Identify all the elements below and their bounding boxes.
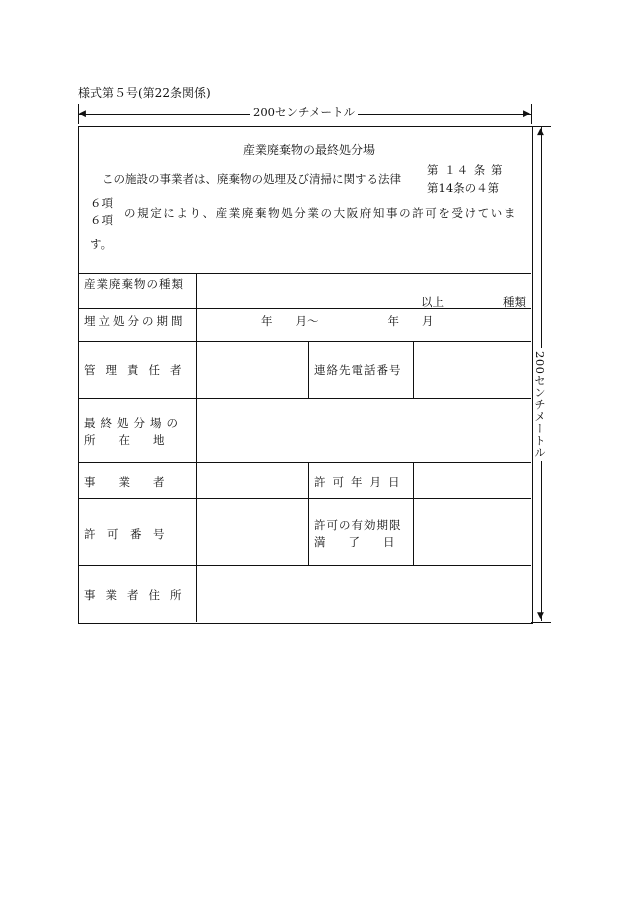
- width-dimension-tick-right: [531, 104, 532, 124]
- grid-line: [78, 341, 531, 342]
- law-option-2: 第14条の４第: [427, 181, 500, 195]
- para-line-3: す。: [90, 237, 113, 251]
- expiry-label-line2: 満 了 日: [314, 535, 395, 549]
- expiry-label-line1: 許可の有効期限: [314, 518, 402, 532]
- sign-title: 産業廃棄物の最終処分場: [243, 143, 376, 157]
- arrow-down-icon: ▼: [537, 611, 544, 621]
- grid-line: [78, 498, 531, 499]
- para-left-1: ６項: [90, 196, 113, 210]
- height-dimension-tick-bottom: [531, 622, 551, 623]
- para-line-1: この施設の事業者は、廃棄物の処理及び清掃に関する法律: [102, 172, 401, 186]
- height-dimension-label: 200センチメートル: [534, 348, 548, 461]
- grid-line: [196, 273, 197, 622]
- para-line-2: の規定により、産業廃棄物処分業の大阪府知事の許可を受けていま: [124, 206, 517, 220]
- phone-label: 連絡先電話番号: [314, 363, 402, 377]
- grid-line: [413, 341, 414, 398]
- form-caption: 様式第５号(第22条関係): [78, 86, 211, 100]
- location-label-line2: 所 在 地: [84, 433, 165, 447]
- waste-types-suffix-kinds: 種類: [503, 295, 526, 309]
- permit-number-label: 許 可 番 号: [84, 527, 165, 541]
- grid-line: [78, 398, 531, 399]
- grid-line: [308, 462, 309, 565]
- operator-label: 事 業 者: [84, 475, 165, 489]
- period-label: 埋立処分の期間: [84, 314, 186, 328]
- arrow-left-icon: ◀: [79, 109, 86, 119]
- para-left-2: ６項: [90, 213, 113, 227]
- law-option-1: 第 １４ 条 第: [427, 163, 504, 177]
- grid-line: [78, 308, 531, 309]
- waste-types-label: 産業廃棄物の種類: [84, 277, 184, 291]
- arrow-up-icon: ▲: [537, 127, 544, 137]
- width-dimension-label: 200センチメートル: [250, 104, 358, 120]
- grid-line: [78, 273, 531, 274]
- grid-line: [413, 462, 414, 565]
- grid-line: [78, 565, 531, 566]
- arrow-right-icon: ▶: [523, 109, 530, 119]
- manager-label: 管理責任者: [84, 363, 192, 377]
- period-value: 年 月〜 年 月: [261, 314, 434, 328]
- waste-types-suffix-more: 以上: [421, 295, 444, 309]
- permit-date-label: 許可年月日: [314, 475, 407, 489]
- operator-address-label: 事業者住所: [84, 588, 192, 602]
- grid-line: [78, 462, 531, 463]
- location-label-line1: 最終処分場の: [84, 416, 183, 430]
- grid-line: [308, 341, 309, 398]
